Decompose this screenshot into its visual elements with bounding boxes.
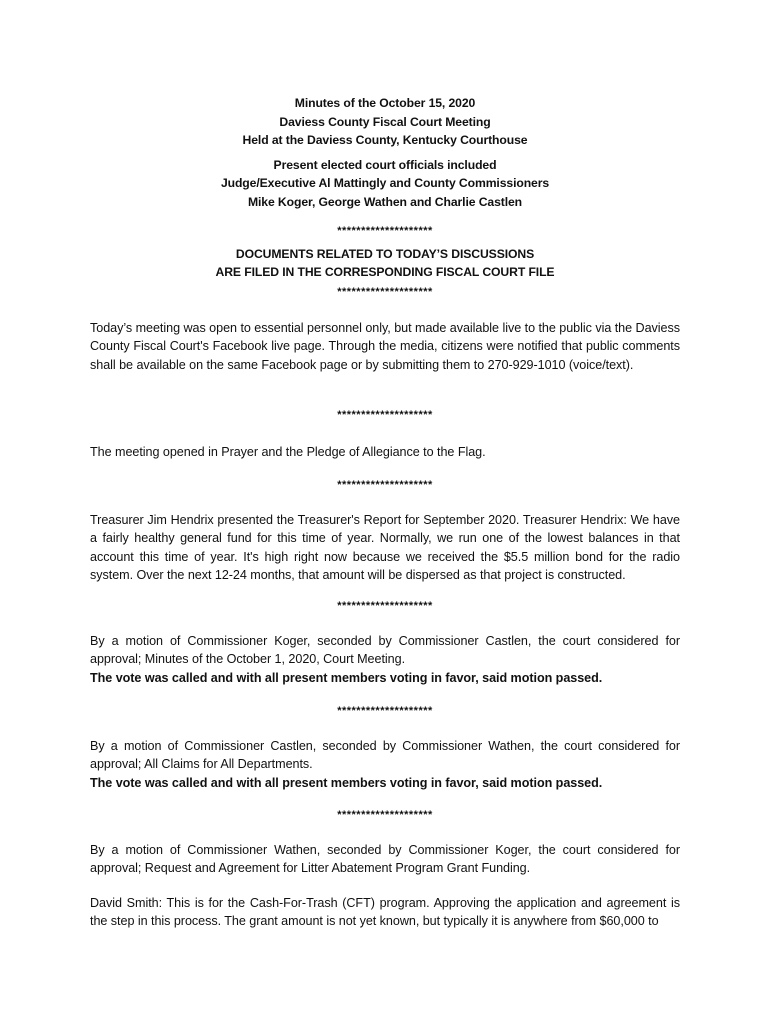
- motion-claims-text: By a motion of Commissioner Castlen, seconded by Commissioner Wathen, the court considered for approval; All Claims for All Departments.: [90, 739, 680, 772]
- prayer-paragraph: The meeting opened in Prayer and the Pledge of Allegiance to the Flag.: [90, 445, 486, 459]
- motion-minutes: [90, 632, 680, 687]
- documents-notice: [0, 245, 770, 281]
- documents-notice-line1: DOCUMENTS RELATED TO TODAY’S DISCUSSIONS: [235, 247, 535, 261]
- header-court: Daviess County Fiscal Court Meeting: [279, 114, 491, 129]
- header-officials-judge: Judge/Executive Al Mattingly and County Commissioners: [220, 176, 550, 190]
- access-paragraph: Today’s meeting was open to essential personnel only, but made available live to the public via the Daviess County Fiscal Court's Facebook live page. Through the media, citizens were notified that public comments shall be available on the same Facebook page or by submitting them to 270-929-1010 (voice/text).: [90, 321, 680, 372]
- separator: ********************: [337, 286, 433, 298]
- separator: ********************: [337, 705, 433, 717]
- separator: ********************: [337, 809, 433, 821]
- separator: ********************: [337, 409, 433, 421]
- header-officials-commissioners: Mike Koger, George Wathen and Charlie Castlen: [247, 194, 523, 209]
- motion-minutes-vote: The vote was called and with all present members voting in favor, said motion passed.: [90, 670, 603, 685]
- header-title: Minutes of the October 15, 2020: [294, 96, 476, 110]
- documents-notice-line2: ARE FILED IN THE CORRESPONDING FISCAL COURT FILE: [215, 265, 555, 279]
- smith-paragraph: David Smith: This is for the Cash-For-Trash (CFT) program. Approving the application and agreement is the step in this process. The grant amount is not yet known, but typically it is anywhere from $60,000 to: [90, 896, 680, 929]
- treasurer-paragraph: Treasurer Jim Hendrix presented the Treasurer's Report for September 2020. Treasurer Hendrix: We have a fairly healthy general fund for this time of year. Normally, we run one of the lowest balances in that account this time of year. It's high right now because we received the $5.5 million bond for the radio system. Over the next 12-24 months, that amount will be dispersed as that project is constructed.: [90, 513, 680, 582]
- header-officials-intro: Present elected court officials included: [273, 157, 497, 172]
- separator: ********************: [337, 479, 433, 491]
- motion-minutes-text: By a motion of Commissioner Koger, seconded by Commissioner Castlen, the court considered for approval; Minutes of the October 1, 2020, Court Meeting.: [90, 634, 680, 667]
- motion-claims-vote: The vote was called and with all present members voting in favor, said motion passed.: [90, 775, 603, 790]
- separator: ********************: [337, 225, 433, 237]
- header-location: Held at the Daviess County, Kentucky Courthouse: [242, 133, 528, 147]
- minutes-header: [0, 94, 770, 211]
- motion-claims: [90, 737, 680, 792]
- separator: ********************: [337, 600, 433, 612]
- motion-litter-grant: By a motion of Commissioner Wathen, seconded by Commissioner Koger, the court considered for approval; Request and Agreement for Litter Abatement Program Grant Funding.: [90, 843, 680, 876]
